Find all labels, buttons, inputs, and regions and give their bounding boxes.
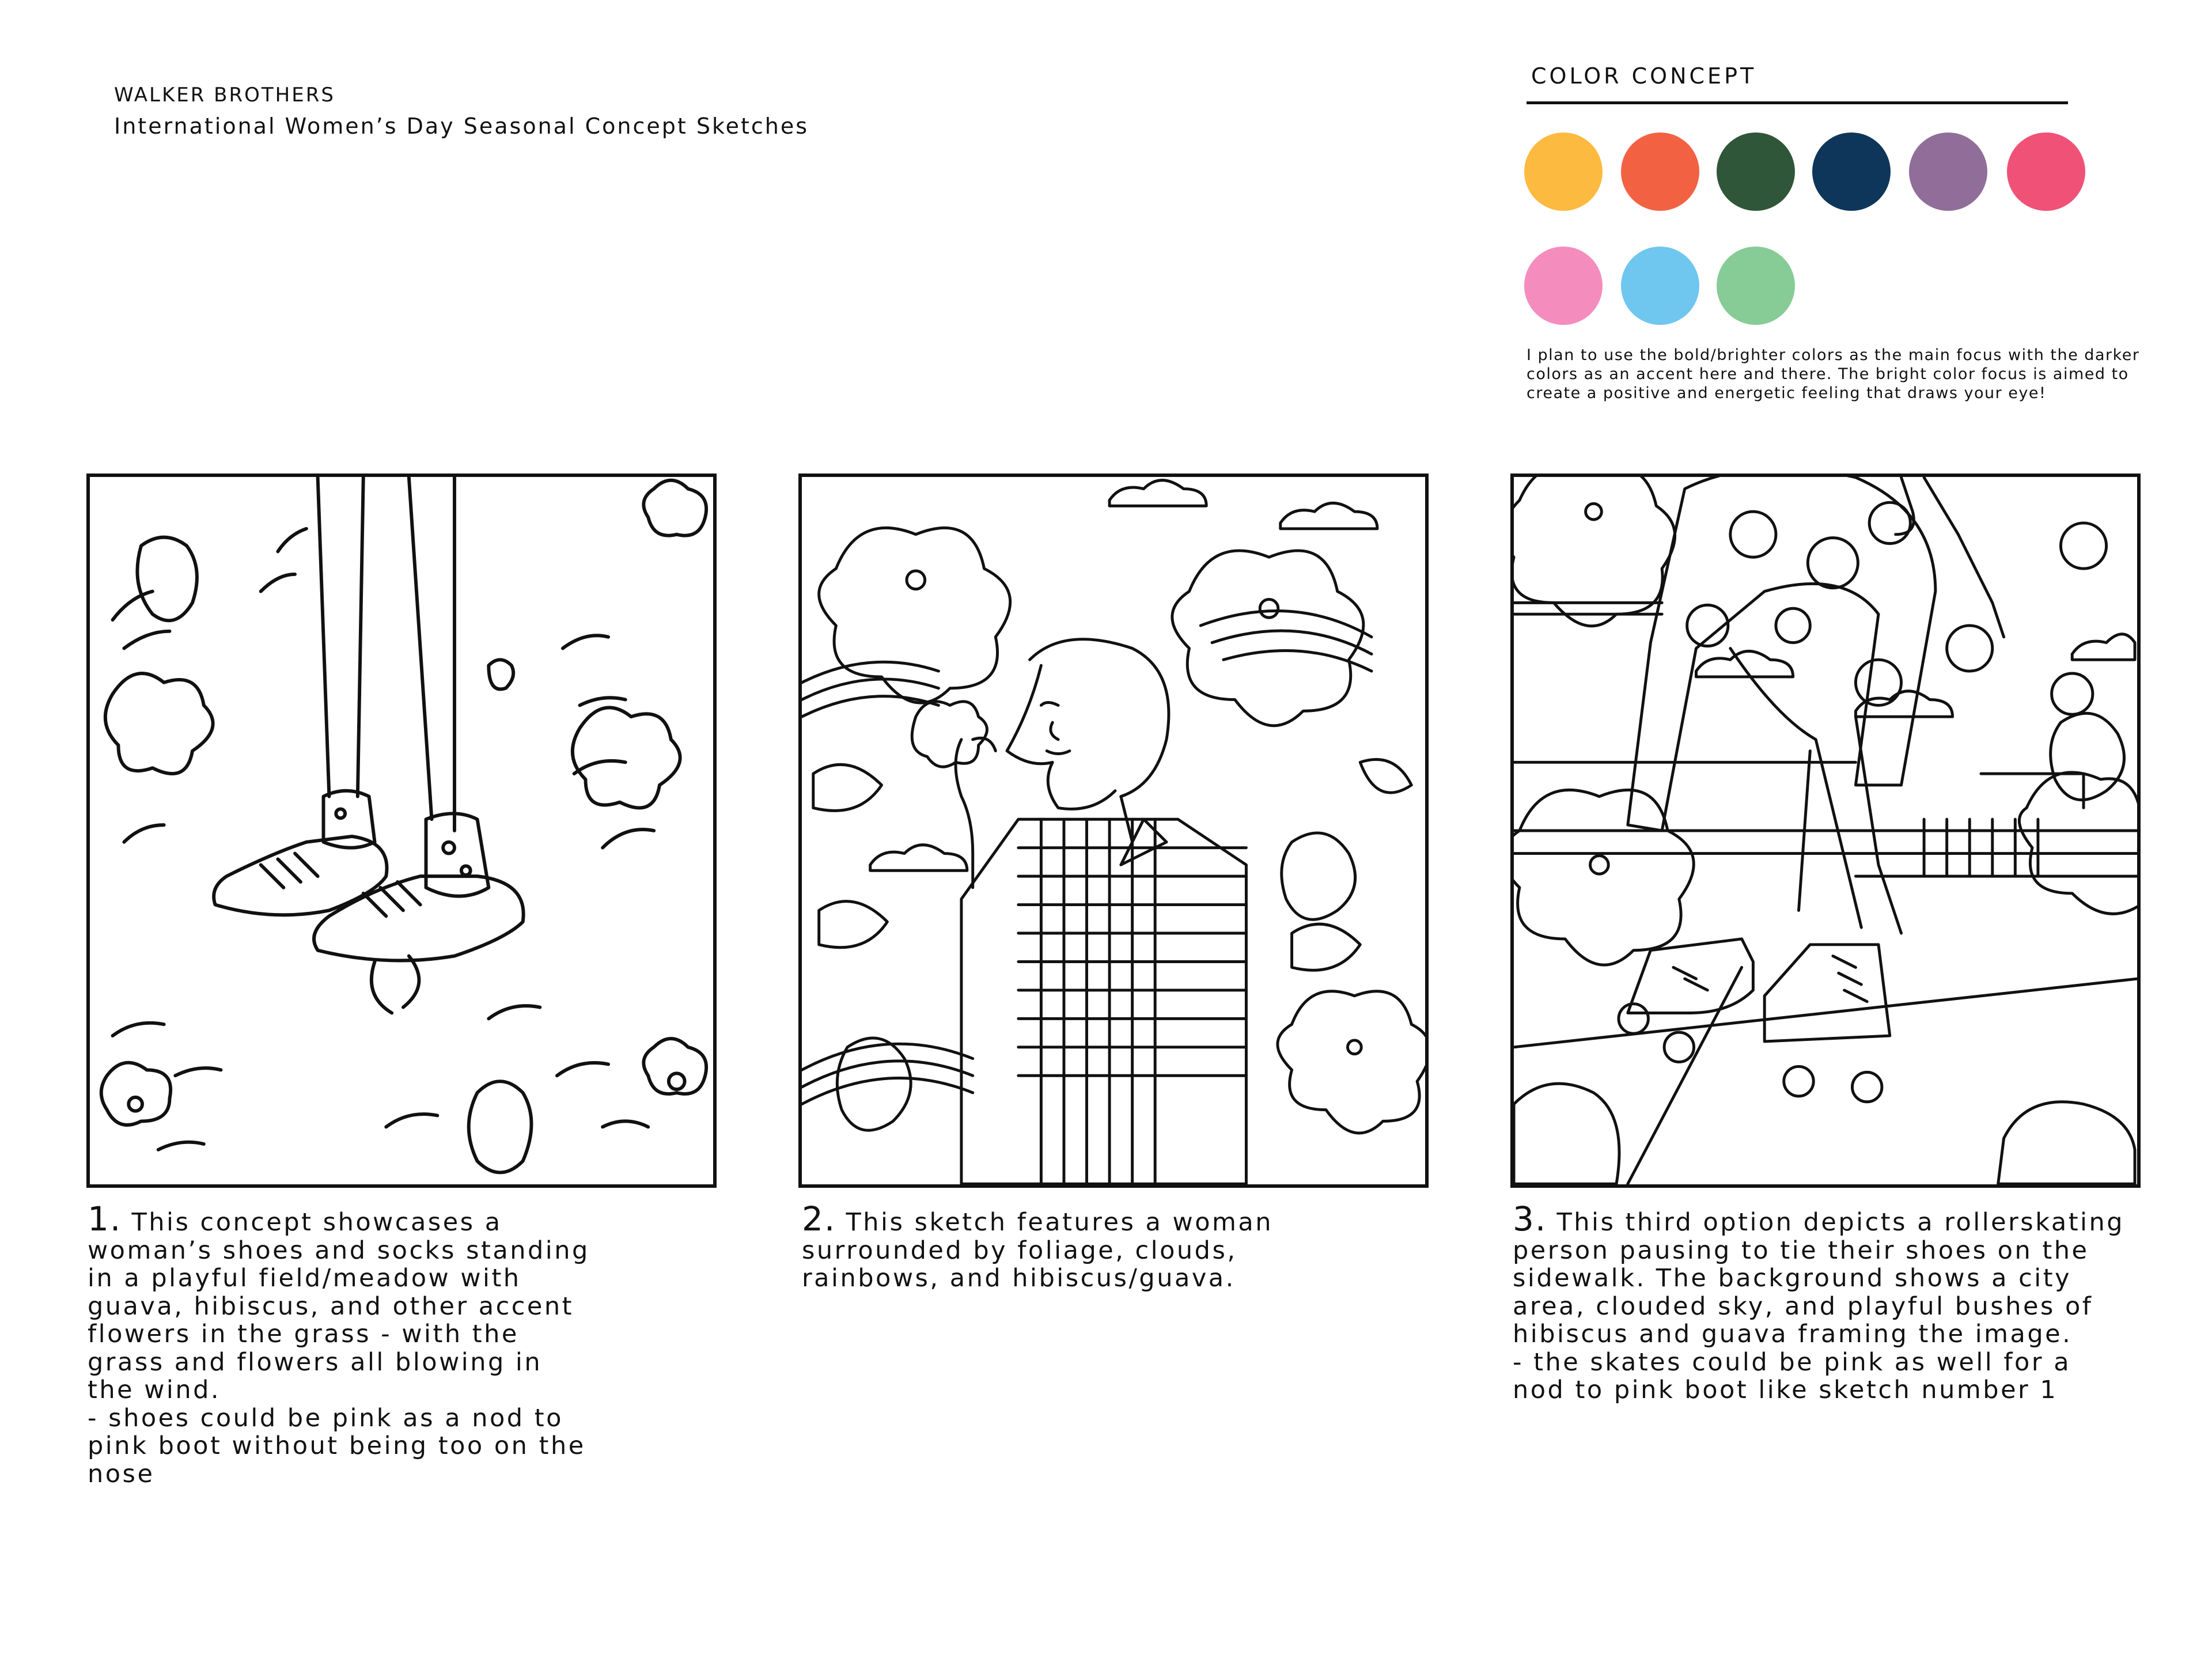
color-swatch-green (1717, 132, 1795, 211)
brand-name: WALKER BROTHERS (114, 84, 335, 107)
color-swatch-yellow (1524, 132, 1603, 211)
sketch-1-text: This concept showcases a woman’s shoes and socks standing in a playful field/meadow with guava, hibiscus, and other accent flowers in the grass - with the grass and flowers all blowing in the wind. - shoes could be pink as a nod to pink boot without being too on the nose (88, 1208, 590, 1488)
sketch-2-image (798, 474, 1429, 1188)
color-swatch-navy (1812, 132, 1891, 211)
color-swatch-pink-red (2007, 132, 2085, 211)
color-swatch-pink (1524, 247, 1603, 325)
document-header (114, 79, 809, 142)
document-subtitle: International Women’s Day Seasonal Concept Sketches (114, 113, 809, 139)
sketch-2-text: This sketch features a woman surrounded by foliage, clouds, rainbows, and hibiscus/guava. (802, 1208, 1274, 1293)
sketch-3-image (1510, 474, 2141, 1188)
sketch-3-number: 3. (1513, 1199, 1547, 1238)
color-swatch-purple (1909, 132, 1987, 211)
color-swatch-mint (1717, 247, 1795, 325)
sketch-1-number: 1. (88, 1199, 122, 1238)
sketch-2-description (802, 1199, 1470, 1293)
sketch-2-number: 2. (802, 1199, 836, 1238)
sketch-3-text: This third option depicts a rollerskating person pausing to tie their shoes on the sidewalk. The background shows a city area, clouded sky, and playful bushes of hibiscus and guava framing the image. - the skates could be pink as well for a nod to pink boot like sketch number 1 (1513, 1208, 2125, 1404)
color-swatch-sky-blue (1621, 247, 1699, 325)
sketch-1-image (86, 474, 717, 1188)
color-concept-note: I plan to use the bold/brighter colors as the main focus with the darker colors as an accent here and there. The bright color focus is aimed to create a positive and energetic feeling that draws your eye! (1527, 346, 2140, 402)
sketch-1-description (88, 1199, 756, 1488)
color-concept-title: COLOR CONCEPT (1531, 63, 1757, 89)
color-swatch-orange (1621, 132, 1699, 211)
sketch-3-description (1513, 1199, 2198, 1404)
color-concept-divider (1527, 101, 2068, 104)
